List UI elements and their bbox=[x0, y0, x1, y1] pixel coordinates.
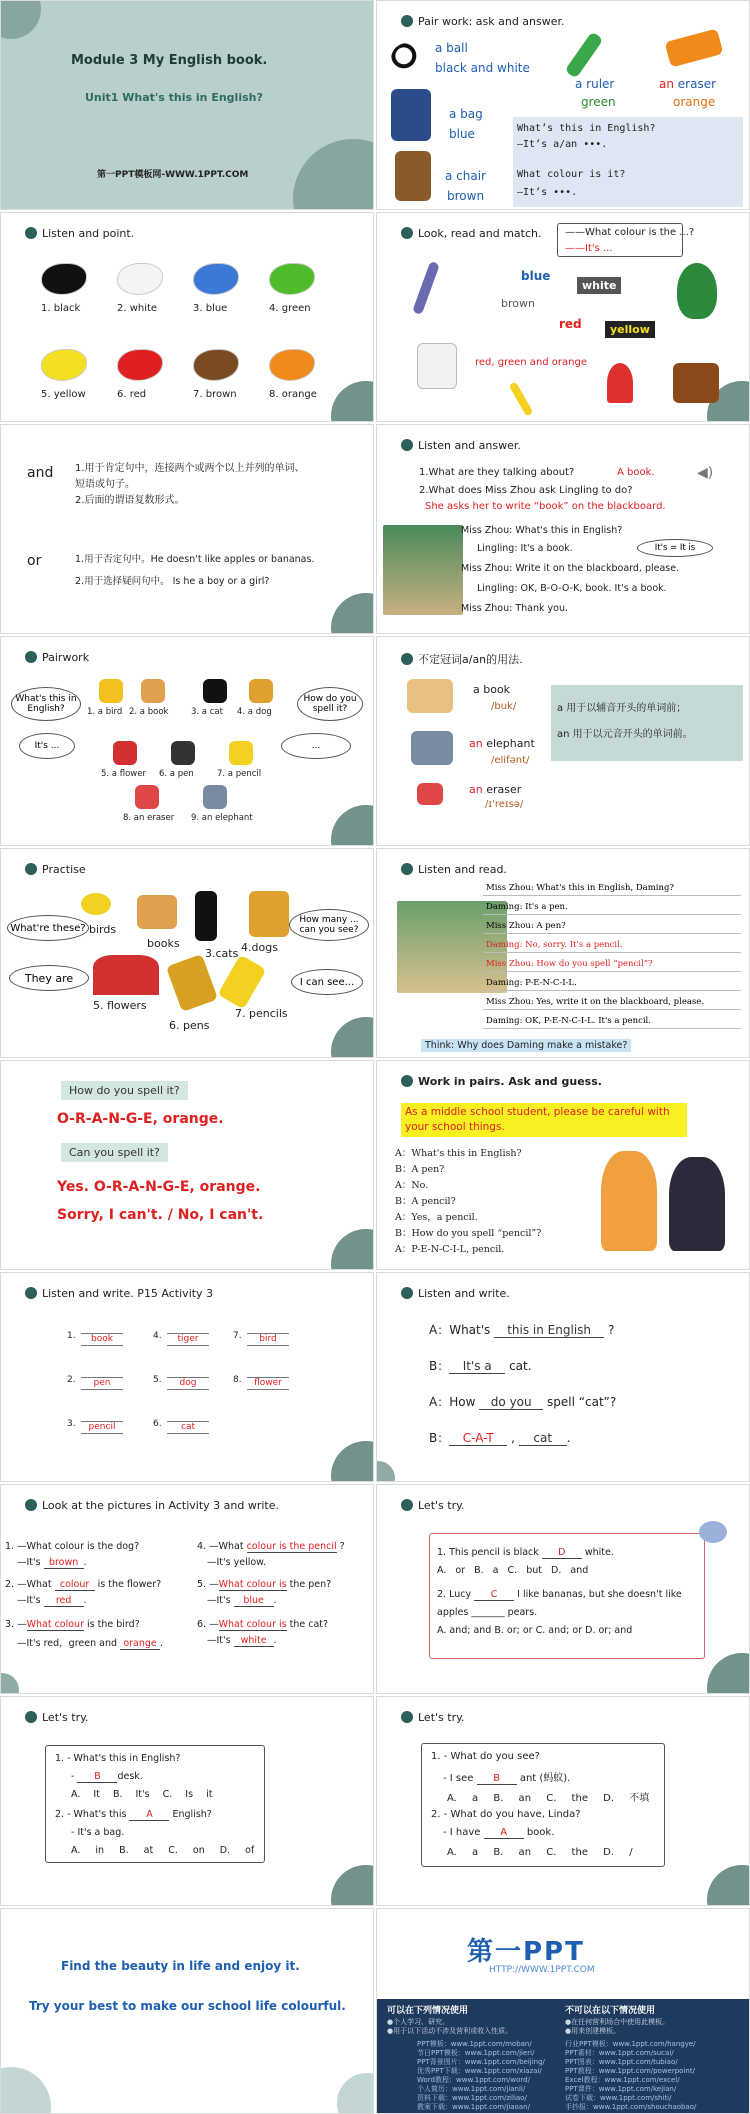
dogs-picture bbox=[249, 891, 289, 937]
quiz-q2-options: A. a B. an C. the D. / bbox=[447, 1847, 633, 1858]
word-ruler: a ruler bbox=[575, 77, 615, 91]
color-label: 5. yellow bbox=[41, 389, 86, 400]
guess-dialogue bbox=[395, 1145, 575, 1265]
quiz-q1: 1. This pencil is black D white. bbox=[437, 1547, 614, 1558]
credit-link[interactable]: 个人简历：www.1ppt.com/jianli/ bbox=[417, 2085, 526, 2093]
credit-link[interactable]: 优秀PPT下载：www.1ppt.com/xiazai/ bbox=[417, 2067, 542, 2075]
slide-heading: Practise bbox=[25, 863, 86, 876]
pencils-picture bbox=[218, 955, 267, 1010]
pen-icon bbox=[401, 863, 413, 875]
phonetic-book: /buk/ bbox=[491, 701, 517, 712]
credit-link[interactable]: PPT背景图片：www.1ppt.com/beijing/ bbox=[417, 2058, 545, 2066]
pen-icon bbox=[401, 1711, 413, 1723]
word-pens: 6. pens bbox=[169, 1019, 210, 1032]
phonetic-eraser: /ɪ'reɪsə/ bbox=[485, 799, 524, 810]
question-2: What colour is it? bbox=[517, 169, 626, 180]
word-book: a book bbox=[473, 683, 511, 696]
item-picture bbox=[171, 741, 195, 765]
dialogue-line: Daming: No, sorry. It's a pencil. bbox=[483, 940, 741, 953]
guess-line: A：What's this in English? bbox=[395, 1148, 522, 1159]
item-picture bbox=[141, 679, 165, 703]
pen-icon bbox=[401, 1075, 413, 1087]
note-bubble: It's = It is bbox=[637, 539, 713, 557]
eraser-icon bbox=[665, 28, 724, 67]
brand-logo: 第一PPT bbox=[467, 1937, 585, 1967]
q6-answer: —It's white . bbox=[207, 1635, 277, 1646]
quiz-q2: 2. - What do you have, Linda? bbox=[431, 1809, 581, 1820]
written-answer: tiger bbox=[167, 1333, 209, 1346]
credit-link[interactable]: Excel教程：www.1ppt.com/excel/ bbox=[565, 2076, 680, 2084]
books-picture bbox=[137, 895, 177, 929]
slide-18-try[interactable] bbox=[376, 1696, 750, 1906]
q1-answer: —It's brown . bbox=[17, 1557, 87, 1568]
closing-line-1: Find the beauty in life and enjoy it. bbox=[61, 1959, 300, 1973]
slide-1-title[interactable] bbox=[0, 0, 374, 210]
line-4: B： C-A-T , cat . bbox=[429, 1431, 571, 1445]
item-label: 3. a cat bbox=[191, 707, 223, 717]
think-question: Think: Why does Daming make a mistake? bbox=[421, 1039, 631, 1052]
item-number: 1. bbox=[67, 1331, 76, 1341]
flowers-picture bbox=[93, 955, 159, 995]
denied-note: ●在任何营利场合中使用此模板。 bbox=[565, 2018, 670, 2026]
word-birds: birds bbox=[89, 923, 117, 936]
slide-6-listen-answer[interactable] bbox=[376, 424, 750, 634]
guess-line: B：A pen? bbox=[395, 1164, 445, 1175]
word-red-green-orange: red, green and orange bbox=[475, 357, 587, 368]
pen-icon bbox=[401, 227, 413, 239]
item-number: 4. bbox=[153, 1331, 162, 1341]
slide-heading: Look, read and match. bbox=[401, 227, 542, 240]
dialogue-line: Miss Zhou: Yes, write it on the blackboard, please. bbox=[483, 997, 741, 1010]
word-white: white bbox=[577, 277, 621, 294]
pencil-picture bbox=[509, 381, 534, 416]
slide-8-articles[interactable] bbox=[376, 636, 750, 846]
slide-10-listen-read[interactable] bbox=[376, 848, 750, 1058]
color-label: 6. red bbox=[117, 389, 147, 400]
dialogue-line: Miss Zhou: What's this in English, Daming? bbox=[483, 883, 741, 896]
item-number: 2. bbox=[67, 1375, 76, 1385]
quiz-q1-options: A. a B. an C. the D. 不填 bbox=[447, 1793, 650, 1804]
decor-blob bbox=[0, 1673, 19, 1694]
pen-icon bbox=[401, 653, 413, 665]
color-label: 1. black bbox=[41, 303, 81, 314]
dialogue-line: Daming: P-E-N-C-I-L. bbox=[483, 978, 741, 991]
quiz-q2-options: A. and; and B. or; or C. and; or D. or; and bbox=[437, 1625, 633, 1636]
credit-link[interactable]: 教案下载：www.1ppt.com/jiaoan/ bbox=[417, 2103, 530, 2111]
credit-link[interactable]: Word教程：www.1ppt.com/word/ bbox=[417, 2076, 530, 2084]
quiz-q2: 2. - What's this A English? bbox=[55, 1809, 212, 1820]
credit-link[interactable]: 行业PPT模板：www.1ppt.com/hangye/ bbox=[565, 2040, 696, 2048]
slide-14-listen-write[interactable] bbox=[376, 1272, 750, 1482]
paint-splash bbox=[117, 263, 163, 295]
slide-15-colour-write[interactable] bbox=[0, 1484, 374, 1694]
denied-note: ●用来创建模板。 bbox=[565, 2027, 621, 2035]
written-answer: flower bbox=[247, 1377, 289, 1390]
credit-link[interactable]: PPT教程：www.1ppt.com/powerpoint/ bbox=[565, 2067, 695, 2075]
q5-line: 5. —What colour is the pen? bbox=[197, 1579, 332, 1590]
ball-icon bbox=[391, 43, 423, 75]
paint-splash bbox=[117, 349, 163, 381]
answer-3: Sorry, I can't. / No, I can't. bbox=[57, 1207, 264, 1223]
dialogue-line: Miss Zhou: A pen? bbox=[483, 921, 741, 934]
item-label: 6. a pen bbox=[159, 769, 194, 779]
word-eraser-line: an eraser bbox=[659, 77, 717, 91]
line-3: A：How do you spell “cat”? bbox=[429, 1395, 617, 1409]
item-picture bbox=[203, 785, 227, 809]
credit-link[interactable]: PPT素材：www.1ppt.com/sucai/ bbox=[565, 2049, 674, 2057]
girl-picture bbox=[601, 1151, 657, 1251]
word-red: red bbox=[559, 317, 582, 331]
q1-line: 1. —What colour is the dog? bbox=[5, 1541, 140, 1552]
slide-5-and-or[interactable] bbox=[0, 424, 374, 634]
quiz-q2-line2: apples _______ pears. bbox=[437, 1607, 538, 1618]
quiz-q1-options: A. It B. It's C. Is it bbox=[71, 1789, 213, 1800]
rule-panel bbox=[551, 685, 743, 761]
word-brown: brown bbox=[501, 297, 535, 310]
eraser-picture bbox=[417, 783, 443, 805]
hint-banner: As a middle school student, please be careful with your school things. bbox=[401, 1103, 687, 1137]
question-2: 2.What does Miss Zhou ask Lingling to do? bbox=[419, 485, 633, 496]
item-label: 4. a dog bbox=[237, 707, 272, 717]
quiz-q2-options: A. in B. at C. on D. of bbox=[71, 1845, 255, 1856]
written-answer: bird bbox=[247, 1333, 289, 1346]
paint-splash bbox=[269, 263, 315, 295]
word-blue: blue bbox=[449, 127, 475, 141]
rule-an: an 用于以元音开头的单词前。 bbox=[557, 729, 693, 740]
word-or: or bbox=[27, 553, 42, 569]
item-picture bbox=[135, 785, 159, 809]
speech-bubble: ... bbox=[281, 733, 351, 759]
quiz-q1: 1. - What do you see? bbox=[431, 1751, 540, 1762]
credit-link[interactable]: PPT课件：www.1ppt.com/kejian/ bbox=[565, 2085, 677, 2093]
ruler-icon bbox=[565, 31, 604, 78]
quiz-q1-line: - I see B ant (蚂蚁). bbox=[443, 1773, 571, 1784]
credit-link[interactable]: PPT图表：www.1ppt.com/tubiao/ bbox=[565, 2058, 678, 2066]
q2-line: 2. —What colour is the flower? bbox=[5, 1579, 162, 1590]
box-question: ——What colour is the ...? bbox=[565, 227, 695, 238]
word-elephant: an elephant bbox=[469, 737, 535, 750]
dialogue-2: Lingling: It's a book. bbox=[477, 543, 573, 554]
slide-11-spelling[interactable] bbox=[0, 1060, 374, 1270]
item-number: 5. bbox=[153, 1375, 162, 1385]
item-picture bbox=[229, 741, 253, 765]
decor-blob bbox=[707, 1865, 750, 1906]
answer-1: —It’s a/an •••. bbox=[517, 139, 608, 150]
slide-heading: Let's try. bbox=[401, 1499, 465, 1512]
paint-splash bbox=[41, 263, 87, 295]
slide-16-try[interactable] bbox=[376, 1484, 750, 1694]
word-black-white: black and white bbox=[435, 61, 530, 75]
slide-19-closing[interactable] bbox=[0, 1908, 374, 2114]
line-1: A：What's this in English ? bbox=[429, 1323, 615, 1337]
word-blue: blue bbox=[521, 269, 551, 283]
decor-blob bbox=[337, 2073, 374, 2114]
question-1: 1.What are they talking about? bbox=[419, 467, 575, 478]
written-answer: book bbox=[81, 1333, 123, 1346]
and-rule-1: 1.用于肯定句中，连接两个或两个以上并列的单词、 bbox=[75, 463, 305, 474]
paint-splash bbox=[193, 263, 239, 295]
item-number: 3. bbox=[67, 1419, 76, 1429]
slide-heading: Listen and point. bbox=[25, 227, 134, 240]
question-1: What’s this in English? bbox=[517, 123, 656, 134]
guess-line: A：No. bbox=[395, 1180, 429, 1191]
item-picture bbox=[99, 679, 123, 703]
site-credit: 第一PPT模板网-WWW.1PPT.COM bbox=[97, 170, 249, 180]
or-rule-2: 2.用于选择疑问句中。 Is he a boy or a girl? bbox=[75, 576, 270, 587]
slide-heading: Listen and write. P15 Activity 3 bbox=[25, 1287, 213, 1300]
color-label: 3. blue bbox=[193, 303, 228, 314]
pen-icon bbox=[401, 1499, 413, 1511]
guess-line: B：A pencil? bbox=[395, 1196, 456, 1207]
slide-2-pairwork[interactable] bbox=[376, 0, 750, 210]
question-2: Can you spell it? bbox=[61, 1143, 168, 1162]
answer-1: O-R-A-N-G-E, orange. bbox=[57, 1111, 224, 1127]
slide-heading: Listen and write. bbox=[401, 1287, 510, 1300]
decor-blob bbox=[331, 1017, 374, 1058]
dialogue-line: Daming: It's a pen. bbox=[483, 902, 741, 915]
slide-heading: Pair work: ask and answer. bbox=[401, 15, 565, 28]
rule-a: a 用于以辅音开头的单词前； bbox=[557, 703, 687, 714]
dialogue-line: Miss Zhou: How do you spell “pencil”? bbox=[483, 959, 741, 972]
speech-bubble: How many ... can you see? bbox=[289, 909, 369, 941]
word-eraser: an eraser bbox=[469, 783, 522, 796]
word-orange: orange bbox=[673, 95, 716, 109]
written-answer: pen bbox=[81, 1377, 123, 1390]
color-label: 2. white bbox=[117, 303, 158, 314]
q3-answer: —It's red，green and orange . bbox=[17, 1638, 164, 1649]
q2-answer: —It's red . bbox=[17, 1595, 87, 1606]
word-flowers: 5. flowers bbox=[93, 999, 147, 1012]
girl-picture bbox=[669, 1157, 725, 1251]
slide-title: Module 3 My English book. bbox=[71, 53, 268, 68]
slide-13-listen-write[interactable] bbox=[0, 1272, 374, 1482]
answer-1: A book. bbox=[617, 467, 655, 478]
written-answer: pencil bbox=[81, 1421, 123, 1434]
speech-bubble: What're these? bbox=[7, 915, 89, 941]
pen-icon bbox=[25, 1499, 37, 1511]
decor-blob bbox=[331, 381, 374, 422]
decor-blob bbox=[707, 1653, 750, 1694]
credit-link[interactable]: 手抄报：www.1ppt.com/shouchaobao/ bbox=[565, 2103, 697, 2111]
pen-icon bbox=[401, 439, 413, 451]
speech-bubble: It's ... bbox=[19, 733, 75, 759]
word-dogs: 4.dogs bbox=[241, 941, 278, 954]
word-yellow: yellow bbox=[605, 321, 655, 338]
pen-icon bbox=[25, 651, 37, 663]
item-number: 6. bbox=[153, 1419, 162, 1429]
dialogue-4: Lingling: OK, B-O-O-K, book. It's a book. bbox=[477, 583, 667, 594]
birds-picture bbox=[81, 893, 111, 915]
guess-line: A：P-E-N-C-I-L, pencil. bbox=[395, 1244, 505, 1255]
box-answer: ——It's ... bbox=[565, 243, 613, 254]
decor-blob bbox=[0, 0, 41, 39]
item-label: 1. a bird bbox=[87, 707, 123, 717]
word-brown: brown bbox=[447, 189, 485, 203]
slide-3-colors[interactable] bbox=[0, 212, 374, 422]
closing-line-2: Try your best to make our school life colourful. bbox=[29, 1999, 346, 2013]
book-picture bbox=[407, 679, 453, 713]
elephant-picture bbox=[411, 731, 453, 765]
quiz-q1-line: - B desk. bbox=[71, 1771, 143, 1782]
speech-bubble: They are bbox=[9, 965, 89, 991]
slide-20-credits[interactable] bbox=[376, 1908, 750, 2114]
bird-picture bbox=[677, 263, 717, 319]
question-1: How do you spell it? bbox=[61, 1081, 188, 1100]
dialogue-line: Daming: OK, P-E-N-C-I-L. It's a pencil. bbox=[483, 1016, 741, 1029]
color-label: 7. brown bbox=[193, 389, 237, 400]
classroom-picture bbox=[383, 525, 463, 615]
pens-picture bbox=[166, 954, 218, 1012]
slide-9-practise[interactable] bbox=[0, 848, 374, 1058]
answer-2: She asks her to write “book” on the blackboard. bbox=[425, 501, 666, 512]
slide-heading: Listen and answer. bbox=[401, 439, 521, 452]
slide-17-try[interactable] bbox=[0, 1696, 374, 1906]
decor-blob bbox=[0, 2067, 51, 2114]
speech-bubble: I can see... bbox=[291, 969, 363, 995]
or-rule-1: 1.用于否定句中。He doesn't like apples or bananas. bbox=[75, 554, 315, 565]
credit-link[interactable]: 节日PPT模板：www.1ppt.com/jieri/ bbox=[417, 2049, 535, 2057]
color-label: 4. green bbox=[269, 303, 311, 314]
decor-blob bbox=[331, 1865, 374, 1906]
q4-line: 4. —What colour is the pencil ? bbox=[197, 1541, 345, 1552]
item-number: 7. bbox=[233, 1331, 242, 1341]
dialogue-lines bbox=[483, 883, 741, 1033]
word-green: green bbox=[581, 95, 616, 109]
word-cats: 3.cats bbox=[205, 947, 239, 960]
item-picture bbox=[203, 679, 227, 703]
allowed-note: ●个人学习、研究。 bbox=[387, 2018, 450, 2026]
usage-allowed-heading: 可以在下列情况使用 bbox=[387, 2006, 469, 2016]
credit-link[interactable]: 资料下载：www.1ppt.com/ziliao/ bbox=[417, 2094, 527, 2102]
dog-picture bbox=[673, 363, 719, 403]
decor-blob bbox=[293, 139, 374, 210]
guess-line: B：How do you spell “pencil”? bbox=[395, 1228, 542, 1239]
quiz-q1-options: A. or B. a C. but D. and bbox=[437, 1565, 589, 1576]
slide-heading: Let's try. bbox=[25, 1711, 89, 1724]
mascot-picture bbox=[699, 1521, 727, 1543]
q5-answer: —It's blue . bbox=[207, 1595, 277, 1606]
guess-line: A：Yes，a pencil. bbox=[395, 1212, 478, 1223]
slide-4-match[interactable] bbox=[376, 212, 750, 422]
decor-blob bbox=[376, 1461, 395, 1482]
flower-picture bbox=[607, 363, 633, 403]
item-label: 2. a book bbox=[129, 707, 169, 717]
paint-splash bbox=[269, 349, 315, 381]
dialogue-5: Miss Zhou: Thank you. bbox=[461, 603, 569, 614]
cats-picture bbox=[195, 891, 217, 941]
color-label: 8. orange bbox=[269, 389, 317, 400]
item-picture bbox=[113, 741, 137, 765]
written-answer: cat bbox=[167, 1421, 209, 1434]
pen-icon bbox=[25, 1287, 37, 1299]
written-answer: dog bbox=[167, 1377, 209, 1390]
slide-heading: Listen and read. bbox=[401, 863, 507, 876]
answer-2: Yes. O-R-A-N-G-E, orange. bbox=[57, 1179, 261, 1195]
item-label: 7. a pencil bbox=[217, 769, 262, 779]
paint-splash bbox=[193, 349, 239, 381]
item-number: 8. bbox=[233, 1375, 242, 1385]
dialogue-1: Miss Zhou: What's this in English? bbox=[461, 525, 623, 536]
line-2: B： It's a cat. bbox=[429, 1359, 532, 1373]
slide-heading: Work in pairs. Ask and guess. bbox=[401, 1075, 602, 1088]
cat-picture bbox=[417, 343, 457, 389]
slide-heading: 不定冠词a/an的用法. bbox=[401, 651, 523, 667]
usage-denied-heading: 不可以在以下情况使用 bbox=[565, 2006, 656, 2016]
answer-2: —It’s •••. bbox=[517, 187, 578, 198]
q3-line: 3. —What colour is the bird? bbox=[5, 1619, 140, 1630]
decor-blob bbox=[331, 1229, 374, 1270]
and-rule-2: 2.后面的谓语复数形式。 bbox=[75, 495, 185, 506]
allowed-note: ●用于以下活动不涉及营利或收入性质。 bbox=[387, 2027, 513, 2035]
speaker-icon[interactable]: ◀) bbox=[697, 465, 714, 481]
decor-blob bbox=[331, 1441, 374, 1482]
slide-12-ask-guess[interactable] bbox=[376, 1060, 750, 1270]
pen-icon bbox=[25, 863, 37, 875]
q6-line: 6. —What colour is the cat? bbox=[197, 1619, 329, 1630]
credit-link[interactable]: PPT模板：www.1ppt.com/moban/ bbox=[417, 2040, 532, 2048]
and-rule-1b: 短语或句子。 bbox=[75, 479, 135, 490]
speech-bubble: How do you spell it? bbox=[297, 687, 363, 721]
word-books: books bbox=[147, 937, 180, 950]
pen-icon bbox=[401, 1287, 413, 1299]
quiz-q2-line: - It's a bag. bbox=[71, 1827, 125, 1838]
quiz-q1: 1. - What's this in English? bbox=[55, 1753, 181, 1764]
pen-icon bbox=[401, 15, 413, 27]
chair-icon bbox=[395, 151, 431, 201]
brand-url[interactable]: HTTP://WWW.1PPT.COM bbox=[489, 1965, 595, 1975]
word-pencils: 7. pencils bbox=[235, 1007, 288, 1020]
quiz-q2-line: - I have A book. bbox=[443, 1827, 555, 1838]
phonetic-elephant: /elifənt/ bbox=[491, 755, 530, 766]
speech-bubble: What's this in English? bbox=[11, 687, 81, 721]
decor-blob bbox=[331, 593, 374, 634]
slide-7-pairwork[interactable] bbox=[0, 636, 374, 846]
pen-picture bbox=[412, 261, 440, 315]
quiz-q2: 2. Lucy C I like bananas, but she doesn't like bbox=[437, 1589, 682, 1600]
item-label: 9. an elephant bbox=[191, 813, 253, 823]
dialogue-3: Miss Zhou: Write it on the blackboard, please. bbox=[461, 563, 680, 574]
credit-link[interactable]: 试卷下载：www.1ppt.com/shiti/ bbox=[565, 2094, 672, 2102]
slide-heading: Look at the pictures in Activity 3 and write. bbox=[25, 1499, 279, 1512]
decor-blob bbox=[331, 805, 374, 846]
word-chair: a chair bbox=[445, 169, 486, 183]
item-label: 8. an eraser bbox=[123, 813, 175, 823]
q4-answer: —It's yellow. bbox=[207, 1557, 267, 1568]
slide-subtitle: Unit1 What's this in English? bbox=[85, 91, 263, 104]
slide-heading: Let's try. bbox=[401, 1711, 465, 1724]
pen-icon bbox=[25, 227, 37, 239]
bag-icon bbox=[391, 89, 431, 141]
word-and: and bbox=[27, 465, 54, 481]
item-label: 5. a flower bbox=[101, 769, 146, 779]
paint-splash bbox=[41, 349, 87, 381]
item-picture bbox=[249, 679, 273, 703]
pen-icon bbox=[25, 1711, 37, 1723]
slide-heading: Pairwork bbox=[25, 651, 89, 664]
word-ball: a ball bbox=[435, 41, 468, 55]
word-bag: a bag bbox=[449, 107, 483, 121]
